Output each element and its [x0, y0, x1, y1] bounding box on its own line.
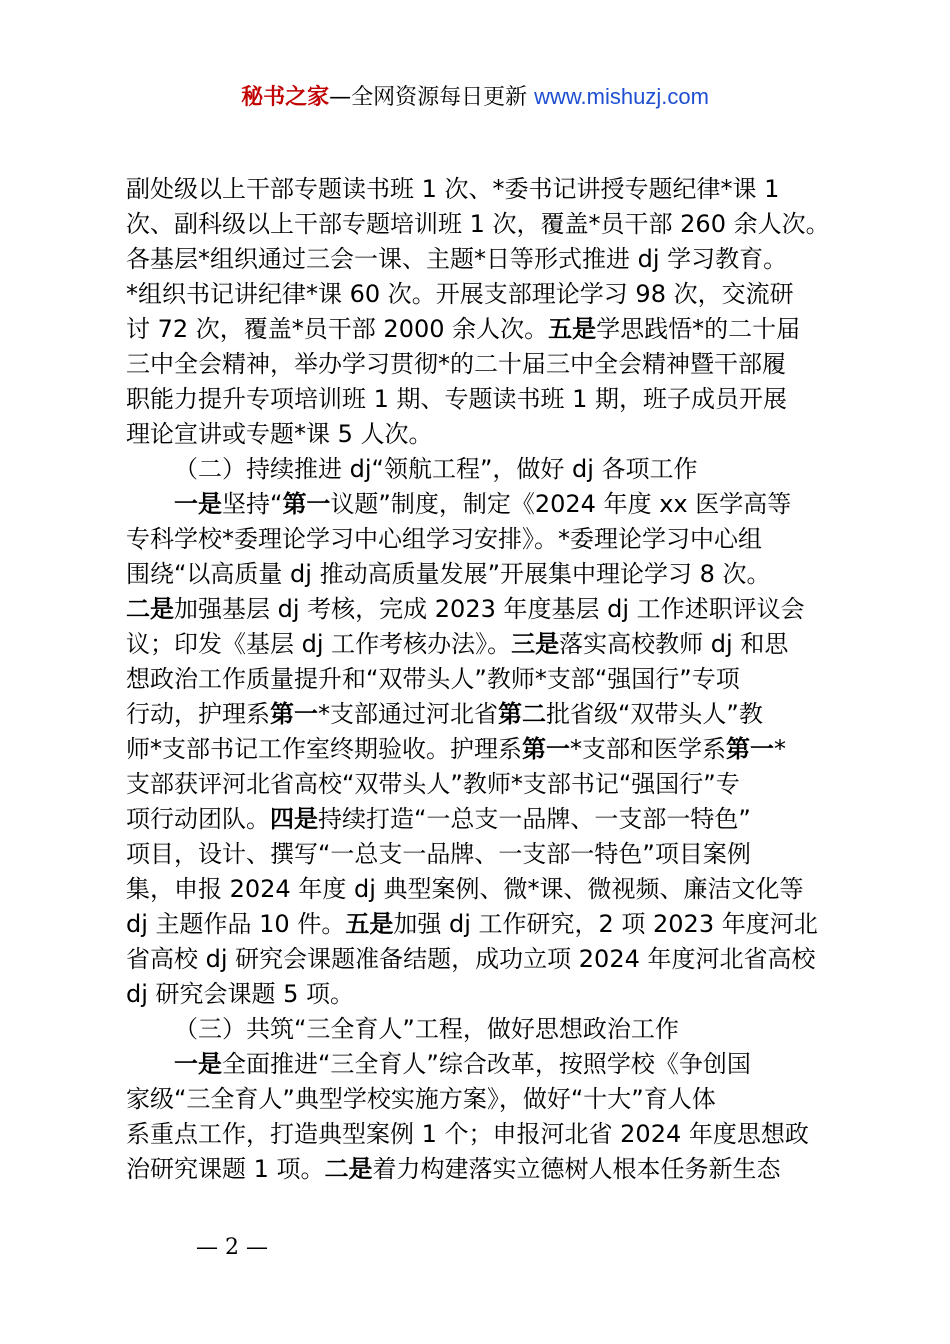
text-run: 师*支部书记工作室终期验收。护理系 — [126, 735, 522, 763]
text-run: *组织书记讲纪律*课 60 次。开展支部理论学习 98 次，交流研 — [126, 280, 794, 308]
text-line — [126, 697, 838, 732]
text-run: 议；印发《基层 dj 工作考核办法》。 — [126, 630, 512, 658]
text-line — [126, 1047, 838, 1082]
text-run: *支部通过河北省 — [318, 700, 498, 728]
text-run: dj 研究会课题 5 项。 — [126, 980, 355, 1008]
text-run: 支部获评河北省高校“双带头人”教师*支部书记“强国行”专 — [126, 770, 740, 798]
bold-text-run: 五是 — [548, 315, 597, 343]
text-line — [126, 312, 838, 347]
text-run: 各基层*组织通过三会一课、主题*日等形式推进 dj 学习教育。 — [126, 245, 788, 273]
text-run: 围绕“以高质量 dj 推动高质量发展”开展集中理论学习 8 次。 — [126, 560, 771, 588]
bold-text-run: 二是 — [324, 1155, 373, 1183]
text-run: * — [774, 735, 786, 763]
text-line — [126, 1012, 838, 1047]
site-brand: 秘书之家 — [241, 85, 330, 110]
text-run: 三中全会精神，举办学习贯彻*的二十届三中全会精神暨干部履 — [126, 350, 786, 378]
text-line — [126, 977, 838, 1012]
text-line — [126, 382, 838, 417]
bold-text-run: 五是 — [345, 910, 394, 938]
text-run: 落实高校教师 dj 和思 — [559, 630, 789, 658]
text-line — [126, 487, 838, 522]
bold-text-run: 第一 — [522, 735, 570, 763]
text-line — [126, 347, 838, 382]
text-run: dj 主题作品 10 件。 — [126, 910, 346, 938]
bold-text-run: 二是 — [126, 595, 174, 623]
document-body — [126, 172, 838, 1187]
page-number: — 2 — — [196, 1235, 268, 1260]
text-run: （二）持续推进 dj“领航工程”，做好 dj 各项工作 — [174, 455, 698, 483]
text-line — [126, 1152, 838, 1187]
text-line — [126, 872, 838, 907]
text-line — [126, 767, 838, 802]
site-tagline: —全网资源每日更新 — [329, 85, 535, 110]
text-run: 项行动团队。 — [126, 805, 270, 833]
text-line — [126, 802, 838, 837]
site-header — [0, 82, 950, 113]
text-line — [126, 662, 838, 697]
text-line — [126, 942, 838, 977]
text-run: 治研究课题 1 项。 — [126, 1155, 325, 1183]
text-line — [126, 452, 838, 487]
text-line — [126, 172, 838, 207]
text-run: 加强基层 dj 考核，完成 2023 年度基层 dj 工作述职评议会 — [174, 595, 805, 623]
bold-text-run: 第二 — [498, 700, 546, 728]
bold-text-run: 三是 — [511, 630, 560, 658]
text-run: 理论宣讲或专题*课 5 人次。 — [126, 420, 433, 448]
bold-text-run: 第一 — [726, 735, 774, 763]
text-run: 批省级“双带头人”教 — [546, 700, 763, 728]
text-run: 系重点工作，打造典型案例 1 个；申报河北省 2024 年度思想政 — [126, 1120, 809, 1148]
text-line — [126, 557, 838, 592]
text-run: 学思践悟*的二十届 — [596, 315, 801, 343]
text-run: 集，申报 2024 年度 dj 典型案例、微*课、微视频、廉洁文化等 — [126, 875, 804, 903]
text-run: 讨 72 次，覆盖*员干部 2000 余人次。 — [126, 315, 549, 343]
text-run: 着力构建落实立德树人根本任务新生态 — [372, 1155, 781, 1183]
bold-text-run: 一是 — [174, 1050, 222, 1078]
text-line — [126, 207, 838, 242]
bold-text-run: 第一 — [282, 490, 331, 518]
text-line — [126, 732, 838, 767]
text-run: （三）共筑“三全育人”工程，做好思想政治工作 — [174, 1015, 679, 1043]
text-line — [126, 522, 838, 557]
text-run: 家级“三全育人”典型学校实施方案》，做好“十大”育人体 — [126, 1085, 716, 1113]
site-url-link[interactable]: www.mishuzj.com — [534, 84, 709, 109]
text-line — [126, 417, 838, 452]
text-line — [126, 627, 838, 662]
text-line — [126, 907, 838, 942]
text-run: 职能力提升专项培训班 1 期、专题读书班 1 期，班子成员开展 — [126, 385, 788, 413]
text-line — [126, 1082, 838, 1117]
text-run: 全面推进“三全育人”综合改革，按照学校《争创国 — [222, 1050, 751, 1078]
text-line — [126, 592, 838, 627]
text-run: *支部和医学系 — [570, 735, 726, 763]
text-run: 议题”制度，制定《2024 年度 xx 医学高等 — [330, 490, 792, 518]
text-line — [126, 242, 838, 277]
bold-text-run: 第一 — [270, 700, 318, 728]
text-line — [126, 837, 838, 872]
text-run: 项目，设计、撰写“一总支一品牌、一支部一特色”项目案例 — [126, 840, 751, 868]
text-run: 加强 dj 工作研究，2 项 2023 年度河北 — [393, 910, 818, 938]
text-run: 副处级以上干部专题读书班 1 次、*委书记讲授专题纪律*课 1 — [126, 175, 780, 203]
text-run: 行动，护理系 — [126, 700, 270, 728]
text-run: 省高校 dj 研究会课题准备结题，成功立项 2024 年度河北省高校 — [126, 945, 816, 973]
text-line — [126, 1117, 838, 1152]
bold-text-run: 四是 — [270, 805, 318, 833]
text-run: 想政治工作质量提升和“双带头人”教师*支部“强国行”专项 — [126, 665, 740, 693]
text-run: 坚持“ — [222, 490, 283, 518]
bold-text-run: 一是 — [174, 490, 222, 518]
text-line — [126, 277, 838, 312]
text-run: 专科学校*委理论学习中心组学习安排》。*委理论学习中心组 — [126, 525, 762, 553]
text-run: 次、副科级以上干部专题培训班 1 次，覆盖*员干部 260 余人次。 — [126, 210, 830, 238]
text-run: 持续打造“一总支一品牌、一支部一特色” — [318, 805, 751, 833]
